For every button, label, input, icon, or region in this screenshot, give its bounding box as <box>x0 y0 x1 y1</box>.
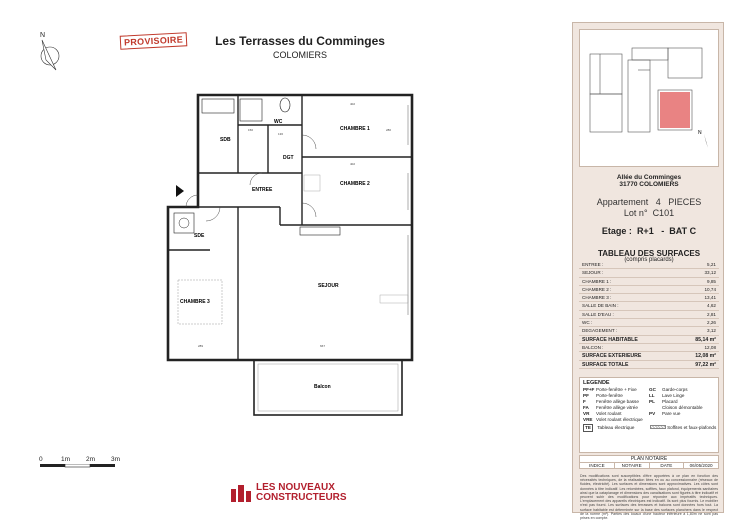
surface-row <box>579 286 719 294</box>
etage-label: Etage : <box>601 226 632 236</box>
pn-indice: INDICE <box>580 463 615 468</box>
surface-row <box>579 352 719 360</box>
scale-label-0: 0 <box>39 456 43 463</box>
room-label-balcon: Balcon <box>314 384 331 390</box>
surface-row <box>579 302 719 310</box>
dim-sejour-bottom: 667 <box>320 344 326 348</box>
room-label-sdb: SDB <box>220 137 231 143</box>
logo-line2: CONSTRUCTEURS <box>256 492 347 503</box>
surface-label: SALLE DE BAIN : <box>582 303 619 309</box>
apartment-type <box>573 197 725 207</box>
etage-value: R+1 <box>636 226 654 236</box>
surface-value: 13,41 <box>704 295 716 301</box>
surface-row <box>579 261 719 269</box>
surface-row <box>579 269 719 277</box>
surface-value: 85,14 m² <box>695 336 716 343</box>
legend-text: Lave Linge <box>662 392 685 398</box>
surface-row <box>579 336 719 344</box>
legend-text: Porte-fenêtre + Fixe <box>596 387 637 392</box>
key-plan <box>579 29 719 167</box>
surface-label: DEGAGEMENT : <box>582 328 618 334</box>
room-label-sejour: SEJOUR <box>318 283 339 289</box>
surface-value: 97,22 m² <box>695 361 716 368</box>
scale-label-2m: 2m <box>86 456 96 463</box>
legend-text: Porte-fenêtre <box>596 392 623 398</box>
address-line1: Allée du Comminges <box>616 174 682 181</box>
dim-sdb-width: 150 <box>248 128 254 132</box>
surfaces-table <box>579 261 719 369</box>
surface-label: CHAMBRE 1 : <box>582 278 612 284</box>
legend-item <box>649 411 715 417</box>
surfaces-table-title: TABLEAU DES SURFACES <box>597 249 701 258</box>
legend-text: Fenêtre allège vitrée <box>596 404 638 410</box>
legend-code: VRE <box>583 416 593 422</box>
surface-label: BALCON : <box>582 344 604 350</box>
room-label-dgt: DGT <box>283 155 294 161</box>
legend-text: Cloison démontable <box>662 404 703 410</box>
room-label-chambre3: CHAMBRE 3 <box>180 299 210 305</box>
legend-te-row <box>583 424 715 432</box>
project-city: COLOMIERS <box>272 50 327 60</box>
legend-text: Volet roulant électrique <box>596 416 643 422</box>
soffite-swatch-icon <box>650 425 666 429</box>
project-title: Les Terrasses du Comminges <box>215 34 385 48</box>
north-letter: N <box>40 32 46 39</box>
plan-notaire-table <box>579 455 719 469</box>
legend-column-left <box>583 387 649 422</box>
apartment-pieces: PIECES <box>668 197 702 207</box>
surface-value: 9,85 <box>707 278 716 284</box>
surface-row <box>579 319 719 327</box>
room-label-chambre2: CHAMBRE 2 <box>340 181 370 187</box>
legend-title: LEGENDE <box>583 380 610 386</box>
lot-value: C101 <box>652 208 675 218</box>
room-label-wc: WC <box>274 119 283 125</box>
legend-code: F <box>583 398 586 404</box>
te-code: TE <box>583 424 593 432</box>
legend-code: PF <box>583 392 589 398</box>
surface-row <box>579 327 719 335</box>
keyplan-north-icon <box>698 130 708 148</box>
surface-value: 33,12 <box>704 270 716 276</box>
building-logo-icon <box>230 483 252 503</box>
legend-code: PL <box>649 398 655 404</box>
dim-chambre3-bottom: 289 <box>198 344 204 348</box>
legend-code: VR <box>583 410 590 416</box>
surface-value: 12,08 <box>704 344 716 350</box>
legend-text: Placard <box>662 398 678 404</box>
legend-code: FA <box>583 404 589 410</box>
surface-label: ENTREE : <box>582 262 604 267</box>
surface-value: 2,81 <box>707 311 716 317</box>
surface-value: 2,26 <box>707 320 716 326</box>
surface-label: CHAMBRE 2 : <box>582 286 612 292</box>
surface-label: SALLE D'EAU : <box>582 311 614 317</box>
pn-date: DATE <box>650 463 685 468</box>
surface-value: 12,08 m² <box>695 353 716 360</box>
surface-row <box>579 361 719 369</box>
apartment-floor-plan <box>150 85 420 420</box>
apartment-count: 4 <box>655 197 661 207</box>
north-arrow-icon <box>26 30 76 80</box>
room-label-entree: ENTREE <box>252 187 273 193</box>
disclaimer-text: Des modifications sont susceptibles d'être apportées à ce plan en fonction des nécessités techniques, de la réalisation liées en ou au concessionnaire (réseaux de fluides, électricité). Les surfaces et dimensions sont approximatives. Les côtes sont données à titre indicatif. Les retombées, soffites, faux plafond, équipements sanitaires ainsi que la cataplanage et dimensions des canalisations sont figurés à titre indicatif et peuvent subir des modifications pour répondre aux impératifs techniques. L'emplacement des appareils électriques est indicatif. Ils sont plus fournis. Le mobilier n'est pas fourni. Les surfaces des terrasses et balcons sont données hors tout. La surface habitable est déterminée sur la base des surfaces planchers dans le respect de la norme (m²). Parties des locaux d'une hauteur inférieure à 1,80m ne sont pas prises en compte. <box>580 474 718 521</box>
address-line2: 31770 COLOMIERS <box>619 181 679 188</box>
legend-code: LL <box>649 392 655 398</box>
surface-value: 4,62 <box>707 303 716 309</box>
scale-bar <box>40 456 130 476</box>
legend-text: Garde-corps <box>662 387 688 392</box>
scale-label-1m: 1m <box>61 456 71 463</box>
surface-label: SURFACE HABITABLE <box>582 336 638 343</box>
surface-row <box>579 311 719 319</box>
svg-text:N: N <box>698 130 702 136</box>
legend-column-right <box>649 387 715 422</box>
surface-label: SEJOUR : <box>582 270 604 276</box>
surface-row <box>579 294 719 302</box>
dim-chambre2-top: 402 <box>350 162 356 166</box>
apartment-label: Appartement <box>596 197 649 207</box>
surfaces-table-subtitle: (compris placards) <box>624 257 674 263</box>
les-nouveaux-constructeurs-logo <box>230 483 380 505</box>
room-label-sde: SDE <box>194 233 205 239</box>
te-text: Tableau électrique <box>597 425 635 431</box>
surface-row <box>579 344 719 352</box>
room-label-chambre1: CHAMBRE 1 <box>340 126 370 132</box>
floor-building <box>573 226 725 236</box>
logo-line1: LES NOUVEAUX <box>256 482 335 493</box>
etage-separator: - <box>661 226 665 236</box>
title-block-panel <box>572 22 724 521</box>
dim-dgt-width: 136 <box>278 132 284 136</box>
surface-label: SURFACE TOTALE <box>582 361 629 368</box>
plan-notaire-row <box>579 463 719 469</box>
surface-value: 3,12 <box>707 328 716 334</box>
lot-label: Lot n° <box>623 208 648 218</box>
legend-text: Pare vue <box>662 410 681 416</box>
legend-code: PV <box>649 410 656 416</box>
legend-code: GC <box>649 387 656 392</box>
surface-label: SURFACE EXTERIEURE <box>582 353 642 360</box>
lot-number <box>573 208 725 218</box>
legend-text: Volet roulant <box>596 410 622 416</box>
pn-date-value: 06/05/2020 <box>689 463 713 468</box>
surface-row <box>579 278 719 286</box>
legend-item <box>583 417 649 423</box>
legend-code: PF+F <box>583 387 595 392</box>
dim-chambre1-top: 402 <box>350 102 356 106</box>
legend-box <box>579 377 719 453</box>
surface-value: 10,74 <box>704 286 716 292</box>
dim-chambre1-side: 280 <box>386 128 392 132</box>
plan-notaire-title: PLAN NOTAIRE <box>579 455 719 463</box>
surface-label: CHAMBRE 3 : <box>582 295 612 301</box>
pn-notaire: NOTAIRE <box>615 463 650 468</box>
surface-label: WC : <box>582 320 593 326</box>
building-value: BAT C <box>669 226 697 236</box>
soffite-text: Soffites et faux-plafonds <box>667 425 717 431</box>
legend-text: Fenêtre allège basse <box>596 398 639 404</box>
surface-value: 5,21 <box>707 262 716 267</box>
scale-label-3m: 3m <box>111 456 121 463</box>
provisoire-stamp: PROVISOIRE <box>120 32 188 49</box>
